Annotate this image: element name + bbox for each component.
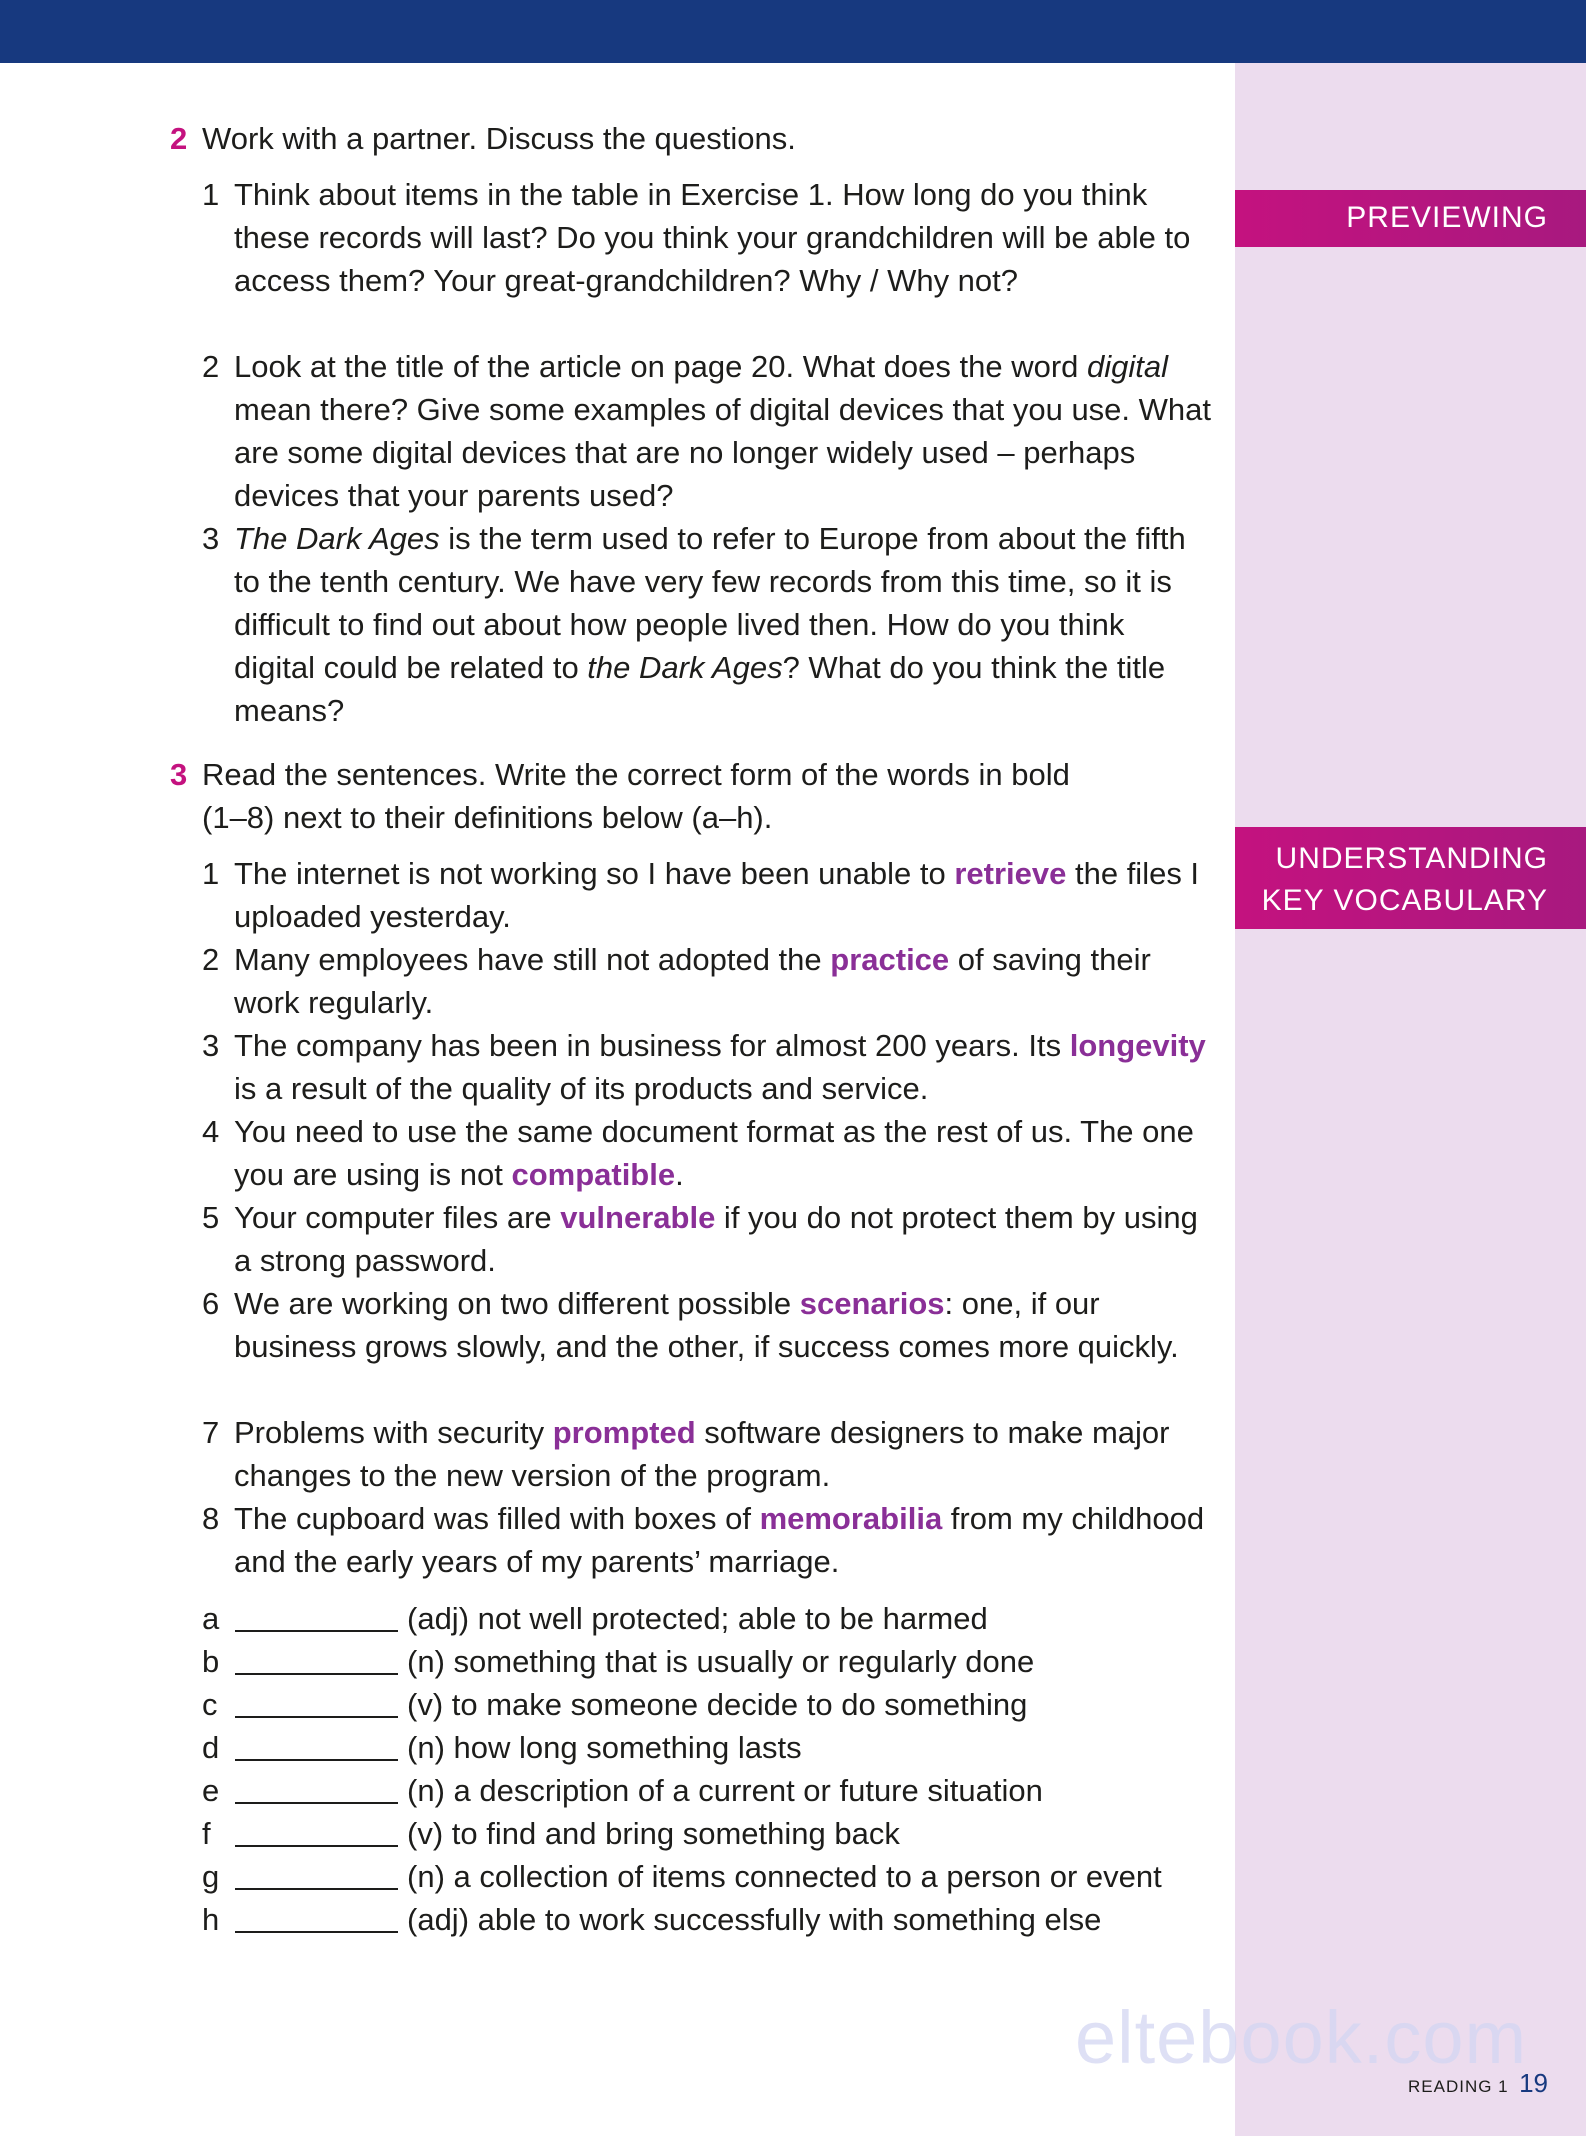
definition-row-c (202, 1683, 1212, 1726)
keyword: compatible (511, 1157, 676, 1192)
definition-row-a (202, 1597, 1212, 1640)
sentence-1 (202, 852, 1212, 938)
answer-blank[interactable] (235, 1802, 398, 1804)
definition-letter: a (202, 1601, 220, 1636)
page-footer (1408, 2068, 1548, 2099)
top-banner (0, 0, 1586, 63)
keyword: retrieve (954, 856, 1067, 891)
definition-row-h (202, 1898, 1212, 1941)
watermark: eltebook.com (1075, 1996, 1528, 2079)
question-text: Look at the title of the article on page 20. What does the word digital mean there? Give some examples of digital devices that you use. What are some digital devices that are no longer widely used – perhaps devices that your parents used? (234, 349, 1211, 513)
question-text: Think about items in the table in Exercise 1. How long do you think these records will last? Do you think your grandchildren will be able to access them? Your great-grandchildren? Why / Why not? (234, 177, 1191, 298)
answer-blank[interactable] (235, 1630, 398, 1632)
sentence-6 (202, 1282, 1212, 1368)
exercise-3-heading (170, 753, 1070, 839)
sentence-number: 3 (202, 1028, 220, 1063)
definition-row-e (202, 1769, 1212, 1812)
keyword: scenarios (799, 1286, 945, 1321)
definition-letter: g (202, 1859, 220, 1894)
sentence-text: Your computer files are vulnerable if you do not protect them by using a strong password. (234, 1200, 1198, 1278)
question-1 (202, 173, 1212, 302)
definition-row-d (202, 1726, 1212, 1769)
sentence-number: 7 (202, 1415, 220, 1450)
definition-text: (adj) able to work successfully with something else (407, 1902, 1102, 1937)
sentence-text: The internet is not working so I have been unable to retrieve the files I uploaded yesterday. (234, 856, 1200, 934)
definition-text: (v) to find and bring something back (407, 1816, 900, 1851)
definition-letter: h (202, 1902, 220, 1937)
sentence-number: 5 (202, 1200, 220, 1235)
sentence-text: Problems with security prompted software designers to make major changes to the new version of the program. (234, 1415, 1170, 1493)
exercise-2-heading (170, 117, 796, 160)
sentence-text: You need to use the same document format as the rest of us. The one you are using is not compatible. (234, 1114, 1194, 1192)
sentence-text: The company has been in business for almost 200 years. Its longevity is a result of the quality of its products and service. (234, 1028, 1206, 1106)
keyword: longevity (1069, 1028, 1206, 1063)
section-label: READING 1 (1407, 2077, 1509, 2096)
definition-text: (adj) not well protected; able to be harmed (407, 1601, 988, 1636)
question-2 (202, 345, 1212, 517)
definition-letter: e (202, 1773, 220, 1808)
answer-blank[interactable] (235, 1931, 398, 1933)
sentence-5 (202, 1196, 1212, 1282)
sentence-4 (202, 1110, 1212, 1196)
definition-text: (n) a description of a current or future situation (407, 1773, 1043, 1808)
question-number: 3 (202, 521, 220, 556)
sidebar (1235, 63, 1586, 2136)
sentence-number: 4 (202, 1114, 220, 1149)
sentence-number: 6 (202, 1286, 220, 1321)
answer-blank[interactable] (235, 1673, 398, 1675)
definition-text: (v) to make someone decide to do something (407, 1687, 1028, 1722)
sentence-number: 1 (202, 856, 220, 891)
exercise-number: 3 (170, 757, 188, 792)
definition-row-f (202, 1812, 1212, 1855)
section-tab-key-vocabulary (1235, 827, 1586, 929)
sentence-text: The cupboard was filled with boxes of memorabilia from my childhood and the early years of my parents’ marriage. (234, 1501, 1205, 1579)
page-number: 19 (1519, 2068, 1548, 2098)
sentence-3 (202, 1024, 1212, 1110)
sentence-text: Many employees have still not adopted the practice of saving their work regularly. (234, 942, 1151, 1020)
answer-blank[interactable] (235, 1888, 398, 1890)
section-tab-previewing (1235, 190, 1586, 247)
definition-row-b (202, 1640, 1212, 1683)
sentence-number: 2 (202, 942, 220, 977)
answer-blank[interactable] (235, 1759, 398, 1761)
definition-letter: b (202, 1644, 220, 1679)
keyword: vulnerable (560, 1200, 716, 1235)
definition-text: (n) how long something lasts (407, 1730, 802, 1765)
exercise-instruction-line1: Read the sentences. Write the correct form of the words in bold (202, 757, 1070, 792)
question-3 (202, 517, 1212, 732)
sentence-2 (202, 938, 1212, 1024)
exercise-instruction-line2: (1–8) next to their definitions below (a–h). (202, 800, 773, 835)
sentence-number: 8 (202, 1501, 220, 1536)
vocab-label-line2: KEY VOCABULARY (1261, 884, 1548, 917)
keyword: practice (830, 942, 950, 977)
definition-letter: f (202, 1816, 211, 1851)
definition-row-g (202, 1855, 1212, 1898)
keyword: prompted (552, 1415, 696, 1450)
definition-text: (n) a collection of items connected to a person or event (407, 1859, 1162, 1894)
definition-letter: d (202, 1730, 220, 1765)
answer-blank[interactable] (235, 1716, 398, 1718)
definition-letter: c (202, 1687, 218, 1722)
definition-text: (n) something that is usually or regularly done (407, 1644, 1035, 1679)
sentence-8 (202, 1497, 1212, 1583)
exercise-number: 2 (170, 121, 188, 156)
answer-blank[interactable] (235, 1845, 398, 1847)
sentence-7 (202, 1411, 1212, 1497)
question-text: The Dark Ages is the term used to refer to Europe from about the fifth to the tenth century. We have very few records from this time, so it is difficult to find out about how people lived then. How do you think digital could be related to the Dark Ages? What do you think the title means? (234, 521, 1186, 728)
exercise-instruction: Work with a partner. Discuss the questions. (202, 121, 796, 156)
sentence-text: We are working on two different possible scenarios: one, if our business grows slowly, and the other, if success comes more quickly. (234, 1286, 1179, 1364)
question-number: 2 (202, 349, 220, 384)
vocab-label-line1: UNDERSTANDING (1275, 842, 1548, 875)
question-number: 1 (202, 177, 220, 212)
previewing-label: PREVIEWING (1346, 201, 1548, 234)
keyword: memorabilia (759, 1501, 943, 1536)
